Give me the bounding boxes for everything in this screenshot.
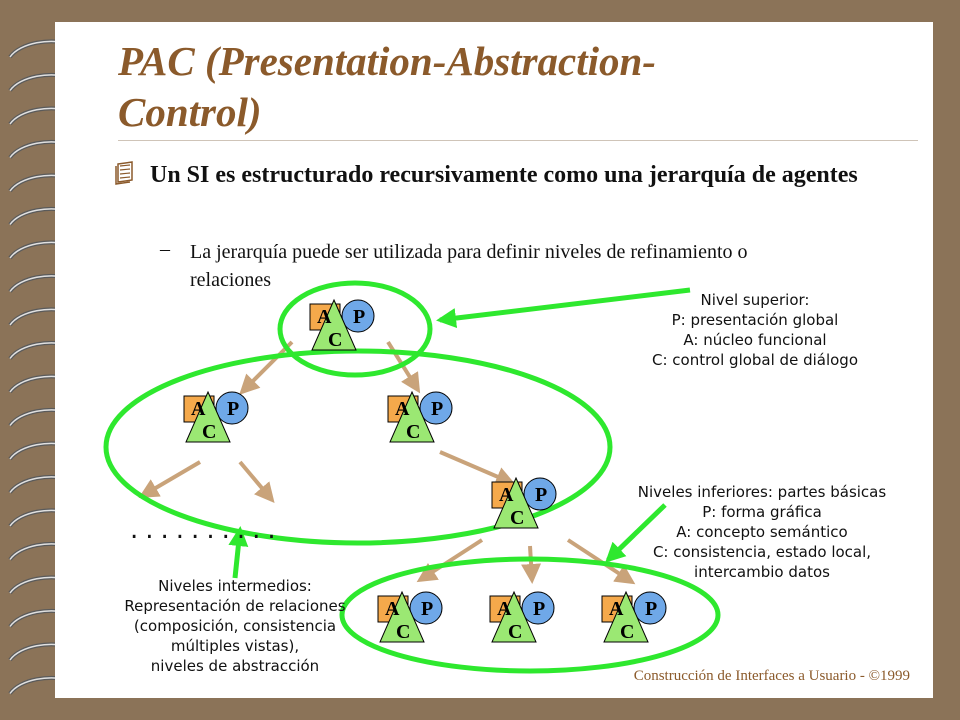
edge-sub-to-leaf2	[530, 546, 532, 580]
edge-left-out2	[240, 462, 272, 500]
note-lower-levels	[612, 482, 912, 582]
presentation-label: P	[227, 398, 240, 420]
note-middle-line: múltiples vistas),	[170, 637, 300, 655]
agent-level2-left	[184, 392, 248, 443]
note-middle-line: niveles de abstracción	[150, 657, 320, 675]
edge-mid-to-sub	[440, 452, 512, 483]
abstraction-label: A	[191, 398, 206, 420]
presentation-label: P	[431, 398, 444, 420]
note-top-level	[620, 290, 890, 370]
agent-level2-right	[388, 392, 452, 443]
note-middle-line: Representación de relaciones	[124, 597, 346, 615]
slide-title-line2: Control)	[118, 89, 262, 135]
control-label: C	[510, 507, 525, 529]
note-top-line: P: presentación global	[671, 311, 839, 329]
note-lower-title: Niveles inferiores: partes básicas	[637, 483, 887, 501]
control-label: C	[406, 421, 421, 443]
control-label: C	[620, 621, 635, 643]
note-lower-line: intercambio datos	[694, 563, 830, 581]
note-lower-line: C: consistencia, estado local,	[652, 543, 872, 561]
main-bullet: Un SI es estructurado recursivamente como una jerarquía de agentes	[150, 162, 858, 188]
note-middle-line: (composición, consistencia	[133, 617, 337, 635]
presentation-label: P	[535, 484, 548, 506]
agent-root	[310, 300, 374, 351]
note-top-title: Nivel superior:	[700, 291, 810, 309]
control-label: C	[202, 421, 217, 443]
sub-bullet-dash: –	[160, 238, 170, 260]
note-lower-line: A: concepto semántico	[676, 523, 848, 541]
agent-leaf-1	[378, 592, 442, 643]
presentation-label: P	[533, 598, 546, 620]
abstraction-label: A	[497, 598, 512, 620]
agent-leaf-2	[490, 592, 554, 643]
agent-level3	[492, 478, 556, 529]
slide-title-line1: PAC (Presentation-Abstraction-	[118, 38, 656, 84]
abstraction-label: A	[385, 598, 400, 620]
ellipsis-more-agents: ..........	[130, 515, 283, 545]
sub-bullet: La jerarquía puede ser utilizada para definir niveles de refinamiento o relaciones	[190, 241, 748, 291]
edge-left-out1	[142, 462, 200, 496]
hierarchy-edges	[142, 342, 632, 582]
control-label: C	[508, 621, 523, 643]
presentation-label: P	[421, 598, 434, 620]
note-intermediate-levels	[100, 576, 370, 676]
presentation-label: P	[645, 598, 658, 620]
agent-leaf-3	[602, 592, 666, 643]
note-top-line: A: núcleo funcional	[683, 331, 827, 349]
abstraction-label: A	[499, 484, 514, 506]
presentation-label: P	[353, 306, 366, 328]
note-top-line: C: control global de diálogo	[651, 351, 858, 369]
abstraction-label: A	[395, 398, 410, 420]
abstraction-label: A	[609, 598, 624, 620]
note-lower-line: P: forma gráfica	[702, 503, 822, 521]
control-label: C	[396, 621, 411, 643]
control-label: C	[328, 329, 343, 351]
note-middle-title: Niveles intermedios:	[158, 577, 312, 595]
slide-footer: Construcción de Interfaces a Usuario - ©1999	[633, 668, 910, 684]
abstraction-label: A	[317, 306, 332, 328]
